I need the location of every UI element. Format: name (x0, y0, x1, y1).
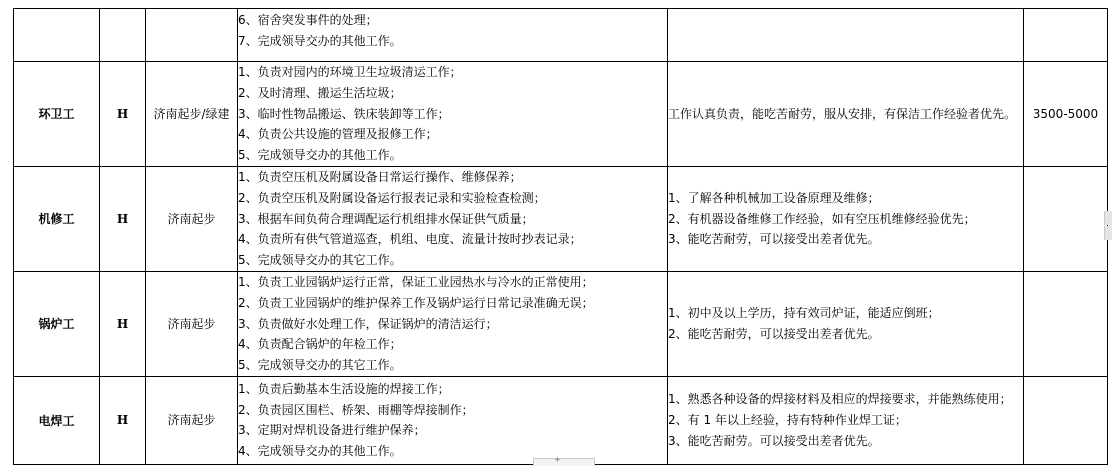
job-duties-line: 4、完成领导交办的其他工作。 (238, 444, 402, 459)
job-level (100, 9, 146, 62)
job-salary (1024, 271, 1108, 376)
job-title: 机修工 (14, 166, 100, 271)
job-requirements (668, 166, 1024, 271)
job-duties-line: 1、负责空压机及附属设备日常运行操作、维修保养； (238, 169, 522, 184)
job-row (14, 9, 1108, 62)
job-duties-line: 3、根据车间负荷合理调配运行机组排水保证供气质量； (238, 211, 534, 226)
job-requirements-line: 3、能吃苦耐劳。可以接受出差者优先。 (668, 433, 880, 448)
job-row (14, 271, 1108, 376)
job-duties-line: 2、及时清理、搬运生活垃圾； (238, 85, 402, 100)
job-duties-line: 4、负责配合锅炉的年检工作； (238, 337, 402, 352)
job-requirements-line: 1、初中及以上学历，持有效司炉证，能适应倒班； (668, 306, 940, 321)
job-duties-line: 7、完成领导交办的其他工作。 (238, 33, 402, 48)
job-requirements-line: 1、了解各种机械加工设备原理及维修； (668, 190, 880, 205)
job-requirements (668, 9, 1024, 62)
job-salary (1024, 376, 1108, 464)
job-location: 济南起步/绿建 (146, 62, 238, 167)
job-duties-line: 1、负责工业园锅炉运行正常，保证工业园热水与冷水的正常使用； (238, 274, 594, 289)
job-requirements-line: 工作认真负责，能吃苦耐劳，服从安排，有保洁工作经验者优先。 (668, 106, 1017, 121)
job-duties-line: 5、完成领导交办的其它工作。 (238, 358, 402, 373)
job-duties (238, 166, 668, 271)
side-scroll-handle[interactable] (1104, 211, 1112, 225)
job-title: 电焊工 (14, 376, 100, 464)
job-requirements (668, 62, 1024, 167)
job-requirements-line: 2、有 1 年以上经验，持有特种作业焊工证； (668, 413, 907, 428)
job-location: 济南起步 (146, 271, 238, 376)
job-duties-line: 5、完成领导交办的其它工作。 (238, 253, 402, 268)
job-duties-line: 6、宿舍突发事件的处理； (238, 13, 378, 27)
job-location: 济南起步 (146, 376, 238, 464)
scroll-arrow-icon[interactable]: + (554, 455, 561, 464)
job-duties-line: 4、负责所有供气管道巡查，机组、电度、流量计按时抄表记录； (238, 232, 582, 247)
job-duties-line: 4、负责公共设施的管理及报修工作； (238, 127, 438, 142)
job-salary: 3500-5000 (1024, 62, 1108, 167)
job-duties (238, 271, 668, 376)
job-duties (238, 9, 668, 62)
job-duties-line: 1、负责对园内的环境卫生垃圾清运工作； (238, 65, 462, 79)
job-requirements-line: 1、熟悉各种设备的焊接材料及相应的焊接要求，并能熟练使用； (668, 392, 1012, 407)
job-duties (238, 376, 668, 464)
job-requirements (668, 271, 1024, 376)
job-table (13, 8, 1108, 465)
job-duties-line: 5、完成领导交办的其他工作。 (238, 148, 402, 163)
job-table-body (14, 9, 1108, 465)
job-title: 环卫工 (14, 62, 100, 167)
job-level: H (100, 271, 146, 376)
job-title: 锅炉工 (14, 271, 100, 376)
job-level: H (100, 166, 146, 271)
job-level: H (100, 62, 146, 167)
job-title (14, 9, 100, 62)
job-row (14, 166, 1108, 271)
side-scroll-handle[interactable] (1104, 226, 1112, 240)
job-level: H (100, 376, 146, 464)
job-duties-line: 1、负责后勤基本生活设施的焊接工作； (238, 381, 450, 396)
job-duties-line: 2、负责空压机及附属设备运行报表记录和实验检查检测； (238, 190, 546, 205)
job-row (14, 62, 1108, 167)
job-requirements (668, 376, 1024, 464)
job-salary (1024, 166, 1108, 271)
job-salary (1024, 9, 1108, 62)
job-requirements-line: 2、有机器设备维修工作经验，如有空压机维修经验优先； (668, 211, 976, 226)
job-requirements-line: 3、能吃苦耐劳，可以接受出差者优先。 (668, 232, 880, 247)
job-duties-line: 3、负责做好水处理工作，保证锅炉的清洁运行； (238, 316, 498, 331)
job-location: 济南起步 (146, 166, 238, 271)
job-location (146, 9, 238, 62)
job-requirements-line: 2、能吃苦耐劳，可以接受出差者优先。 (668, 326, 880, 341)
job-duties-line: 2、负责工业园锅炉的维护保养工作及锅炉运行日常记录准确无误； (238, 295, 594, 310)
job-duties-line: 3、临时性物品搬运、铁床装卸等工作； (238, 106, 450, 121)
job-row (14, 376, 1108, 464)
job-duties-line: 3、定期对焊机设备进行维护保养； (238, 423, 426, 438)
job-duties (238, 62, 668, 167)
job-duties-line: 2、负责园区围栏、桥架、雨棚等焊接制作； (238, 402, 474, 417)
